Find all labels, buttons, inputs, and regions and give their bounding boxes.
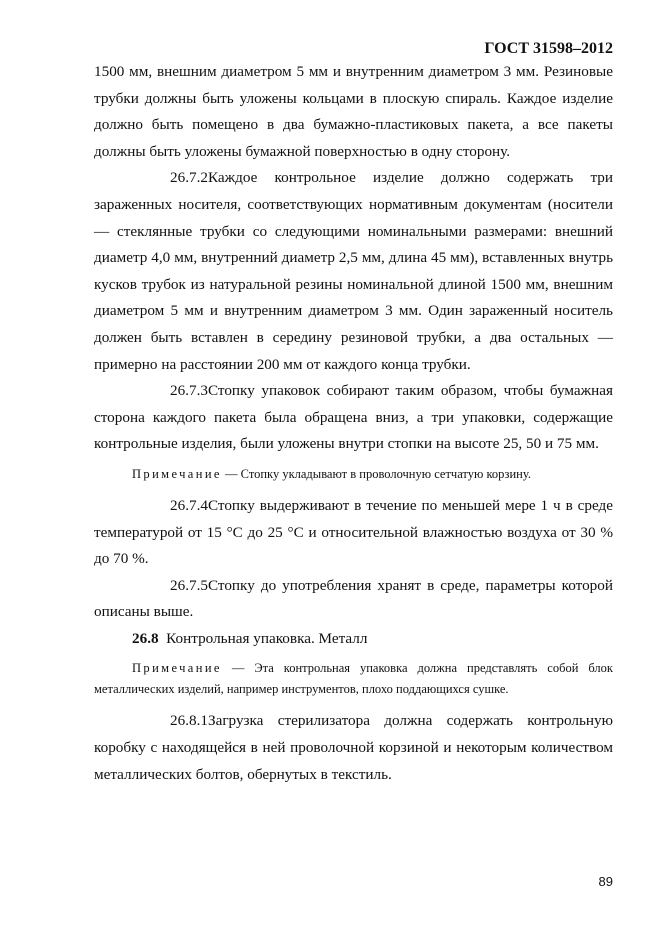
note-label: Примечание: [132, 466, 222, 481]
clause-26-7-4: [94, 493, 613, 573]
clause-text: Стопку до употребления хранят в среде, параметры которой описаны выше.: [94, 576, 613, 621]
clause-number: 26.7.2: [170, 169, 208, 187]
document-header: ГОСТ 31598–2012: [484, 40, 613, 57]
clause-text: Загрузка стерилизатора должна содержать контрольную коробку с находящейся в ней проволочной корзиной и некоторым количеством металлических болтов, обернутых в текстиль.: [94, 712, 613, 783]
clause-number: 26.8.1: [170, 712, 208, 730]
clause-text: Стопку выдерживают в течение по меньшей мере 1 ч в среде температурой от 15 °С до 25 °С и относительной влажностью воздуха от 30 % до 70 %.: [94, 496, 613, 568]
paragraph-continuation: 1500 мм, внешним диаметром 5 мм и внутренним диаметром 3 мм. Резиновые трубки должны быть уложены кольцами в плоскую спираль. Каждое изделие должно быть помещено в два бумажно-пластиковых пакета, а все пакеты должны быть уложены бумажной поверхностью в одну сторону.: [94, 63, 613, 160]
clause-text: Каждое контрольное изделие должно содержать три зараженных носителя, соответствующих нормативным документам (носители — стеклянные трубки со следующими номинальными размерами: внешний диаметр 4,0 мм, внутренний диаметр 2,5 мм, длина 45 мм), вставленных внутрь кусков трубок из натуральной резины номинальной длиной 1500 мм, внешним диаметром 5 мм и внутренним диаметром 3 мм. Один зараженный носитель должен быть вставлен в середину резиновой трубки, а два остальных — примерно на расстоянии 200 мм от каждого конца трубки.: [94, 169, 613, 373]
clause-26-7-5: [94, 573, 613, 626]
clause-26-7-2: [94, 165, 613, 378]
page-number: 89: [598, 874, 613, 889]
document-body: [94, 59, 613, 788]
note-1: [94, 464, 613, 485]
clause-26-7-3: [94, 378, 613, 458]
clause-number: 26.7.5: [170, 576, 208, 594]
note-text: — Стопку укладывают в проволочную сетчатую корзину.: [221, 466, 531, 481]
section-number: 26.8: [132, 629, 159, 647]
note-text: — Эта контрольная упаковка должна представлять собой блок металлических изделий, например инструментов, плохо поддающихся сушке.: [94, 661, 613, 697]
note-label: Примечание: [132, 661, 222, 676]
clause-26-8-1: [94, 708, 613, 788]
clause-number: 26.7.3: [170, 382, 208, 400]
clause-number: 26.7.4: [170, 496, 208, 514]
clause-text: Стопку упаковок собирают таким образом, чтобы бумажная сторона каждого пакета была обращена вниз, а три упаковки, содержащие контрольные изделия, были уложены внутри стопки на высоте 25, 50 и 75 мм.: [94, 382, 613, 453]
note-2: [94, 658, 613, 700]
section-title: Контрольная упаковка. Металл: [166, 629, 368, 647]
section-26-8: [94, 626, 613, 653]
